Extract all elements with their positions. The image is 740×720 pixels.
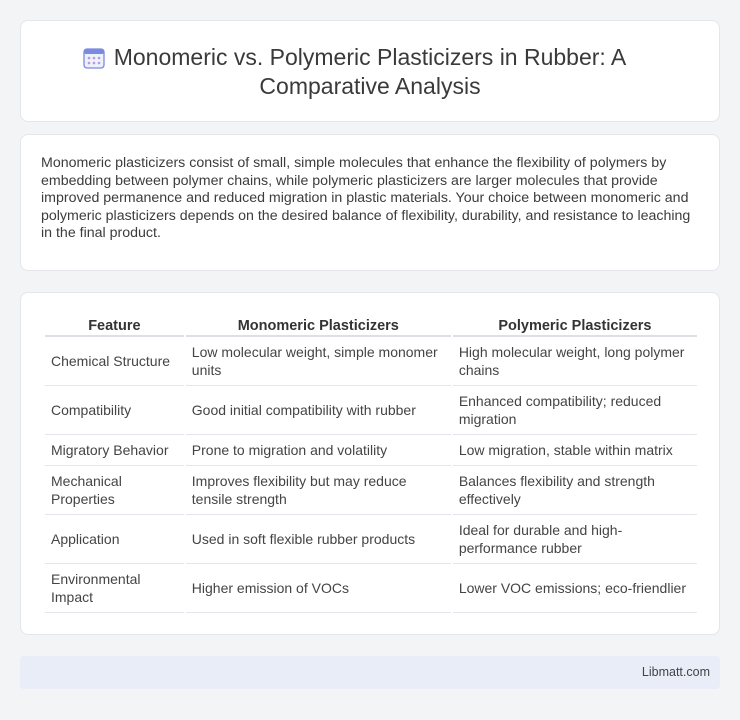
cell-monomeric: Used in soft flexible rubber products xyxy=(186,515,451,564)
table-row xyxy=(45,564,697,613)
page-title-line1: Monomeric vs. Polymeric Plasticizers in Rubber: A xyxy=(113,44,627,70)
cell-monomeric: Prone to migration and volatility xyxy=(186,435,451,466)
cell-polymeric: High molecular weight, long polymer chains xyxy=(453,337,697,386)
cell-polymeric: Low migration, stable within matrix xyxy=(453,435,697,466)
page-title xyxy=(114,43,627,101)
cell-feature: Compatibility xyxy=(45,386,184,435)
page-title-line2: Comparative Analysis xyxy=(259,73,481,99)
cell-polymeric: Lower VOC emissions; eco-friendlier xyxy=(453,564,697,613)
table-header-row xyxy=(45,315,697,337)
cell-polymeric: Ideal for durable and high-performance rubber xyxy=(453,515,697,564)
comparison-table xyxy=(43,315,699,613)
intro-card xyxy=(20,134,720,271)
cell-feature: Chemical Structure xyxy=(45,337,184,386)
title-card xyxy=(20,20,720,122)
header-polymeric: Polymeric Plasticizers xyxy=(453,315,697,337)
cell-monomeric: Low molecular weight, simple monomer units xyxy=(186,337,451,386)
comparison-card xyxy=(20,292,720,635)
table-row xyxy=(45,337,697,386)
cell-monomeric: Higher emission of VOCs xyxy=(186,564,451,613)
footer-brand-link[interactable]: Libmatt.com xyxy=(641,665,710,679)
cell-polymeric: Balances flexibility and strength effectively xyxy=(453,466,697,515)
header-feature: Feature xyxy=(45,315,184,337)
cell-monomeric: Good initial compatibility with rubber xyxy=(186,386,451,435)
table-row xyxy=(45,515,697,564)
table-row xyxy=(45,435,697,466)
header-monomeric: Monomeric Plasticizers xyxy=(186,315,451,337)
table-row xyxy=(45,386,697,435)
table-row xyxy=(45,466,697,515)
cell-feature: Environmental Impact xyxy=(45,564,184,613)
cell-monomeric: Improves flexibility but may reduce tensile strength xyxy=(186,466,451,515)
cell-feature: Migratory Behavior xyxy=(45,435,184,466)
cell-polymeric: Enhanced compatibility; reduced migration xyxy=(453,386,697,435)
cell-feature: Application xyxy=(45,515,184,564)
cell-feature: Mechanical Properties xyxy=(45,466,184,515)
footer xyxy=(20,656,720,689)
intro-text: Monomeric plasticizers consist of small, simple molecules that enhance the flexibility of polymers by embedding between polymer chains, while polymeric plasticizers are larger molecules that provide improved permanence and reduced migration in plastic materials. Your choice between monomeric and polymeric plasticizers depends on the desired balance of flexibility, durability, and resistance to leaching in the final product. xyxy=(41,155,691,242)
